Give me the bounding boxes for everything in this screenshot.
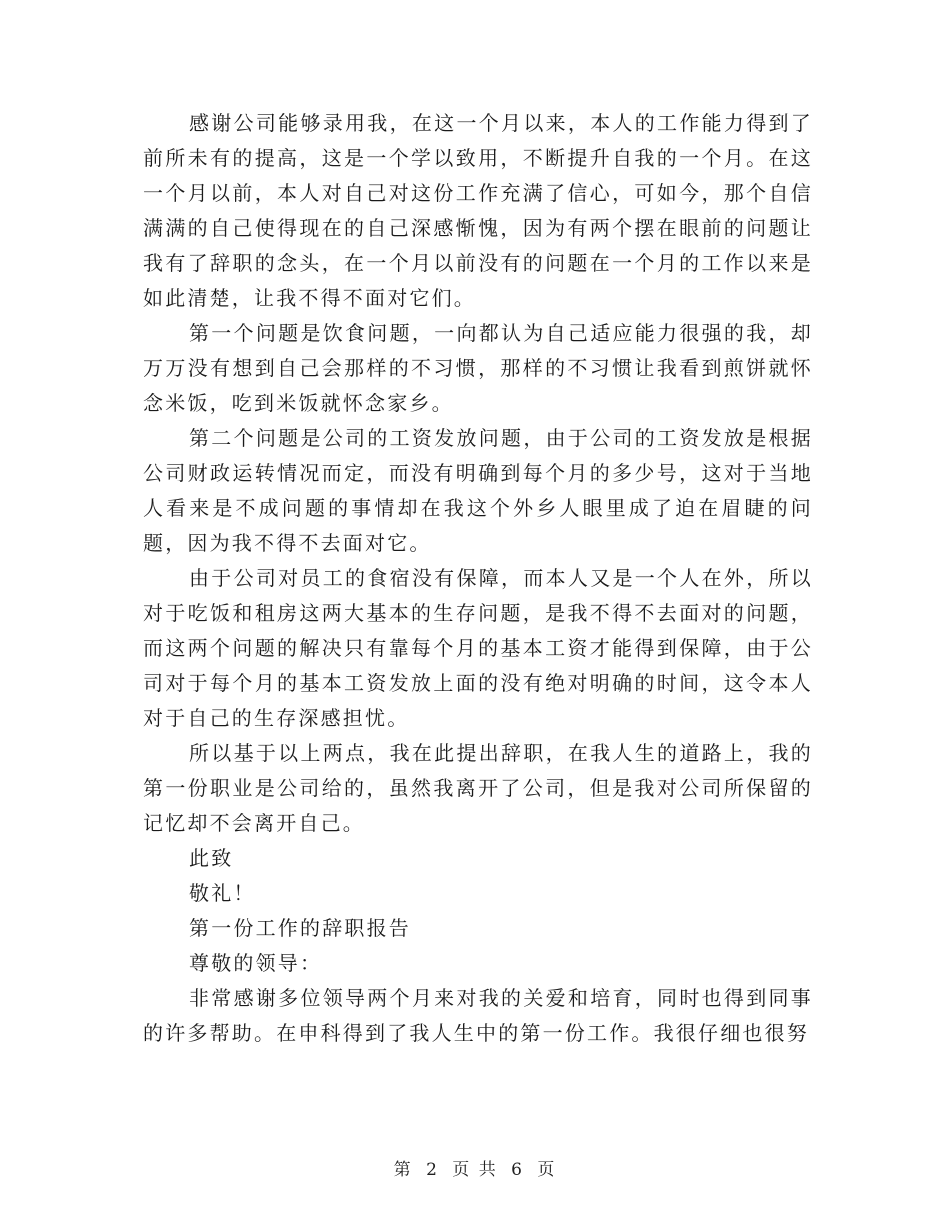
footer-suffix: 页 [537,1160,557,1180]
section-title: 第一份工作的辞职报告 [189,916,411,940]
footer-total-pages: 6 [511,1160,524,1180]
footer-current-page: 2 [426,1160,439,1180]
closing-line-1: 此致 [189,846,234,870]
paragraph-3: 第二个问题是公司的工资发放问题，由于公司的工资发放是根据公司财政运转情况而定，而没有明确到每个月的多少号，这对于当地人看来是不成问题的事情却在我这个外乡人眼里成了迫在眉睫的问题，因为我不得不去面对它。 [143,426,813,555]
paragraph-1: 感谢公司能够录用我，在这一个月以来，本人的工作能力得到了前所未有的提高，这是一个学以致用，不断提升自我的一个月。在这一个月以前，本人对自己对这份工作充满了信心，可如今，那个自信满满的自己使得现在的自己深感惭愧，因为有两个摆在眼前的问题让我有了辞职的念头，在一个月以前没有的问题在一个月的工作以来是如此清楚，让我不得不面对它们。 [143,111,813,310]
document-body [143,106,813,1051]
paragraph-6: 非常感谢多位领导两个月来对我的关爱和培育，同时也得到同事的许多帮助。在申科得到了我人生中的第一份工作。我很仔细也很努 [143,986,813,1045]
page-footer [0,1155,950,1180]
footer-prefix: 第 [393,1160,413,1180]
closing-line-2: 敬礼！ [189,881,256,905]
paragraph-4: 由于公司对员工的食宿没有保障，而本人又是一个人在外，所以对于吃饭和租房这两大基本的生存问题，是我不得不去面对的问题，而这两个问题的解决只有靠每个月的基本工资才能得到保障，由于公司对于每个月的基本工资发放上面的没有绝对明确的时间，这令本人对于自己的生存深感担忧。 [143,566,813,730]
footer-middle: 页 共 [452,1160,498,1180]
paragraph-5: 所以基于以上两点，我在此提出辞职，在我人生的道路上，我的第一份职业是公司给的，虽然我离开了公司，但是我对公司所保留的记忆却不会离开自己。 [143,741,813,835]
salutation: 尊敬的领导： [189,951,323,975]
paragraph-2: 第一个问题是饮食问题，一向都认为自己适应能力很强的我，却万万没有想到自己会那样的不习惯，那样的不习惯让我看到煎饼就怀念米饭，吃到米饭就怀念家乡。 [143,321,813,415]
